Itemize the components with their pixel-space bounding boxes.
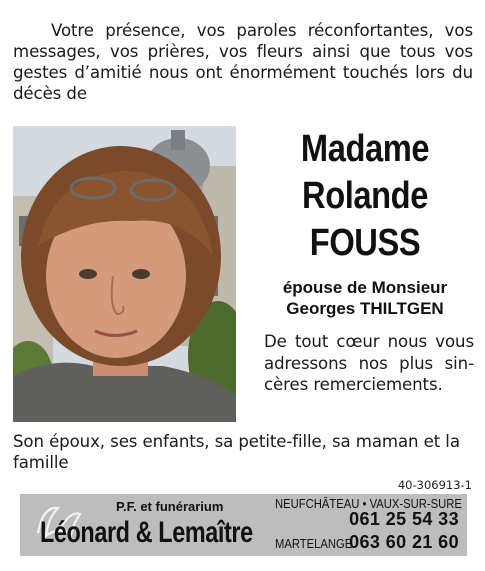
funeral-home-banner xyxy=(20,494,467,556)
phone-2: 063 60 21 60 xyxy=(349,532,459,552)
family-signature: Son époux, ses enfants, sa petite-fille, sa maman et la famille xyxy=(13,432,460,472)
deceased-name-block xyxy=(250,126,480,319)
phone-1: 061 25 54 33 xyxy=(349,509,459,529)
deceased-title: Madame xyxy=(300,128,430,170)
spouse-line-1: épouse de Monsieur xyxy=(282,278,448,297)
funeral-home-brand: Léonard & Lemaître xyxy=(40,516,253,549)
spouse-line-2: Georges THILTGEN xyxy=(286,299,444,318)
service-label: P.F. et funérarium xyxy=(116,499,224,514)
deceased-first-name: Rolande xyxy=(302,175,428,217)
portrait-photo xyxy=(13,126,236,422)
intro-paragraph: Votre présence, vos paroles réconfortantes, vos messages, vos prières, vos fleurs ainsi que tous vos gestes d’amitié nous ont énormément touchés lors du décès de xyxy=(13,21,473,103)
location-1: NEUFCHÂTEAU • VAUX-SUR-SURE xyxy=(275,497,462,511)
reference-number: 40-306913-1 xyxy=(397,478,472,492)
deceased-last-name: FOUSS xyxy=(309,222,421,264)
location-2: MARTELANGE xyxy=(275,537,353,551)
thanks-paragraph: De tout cœur nous vous adressons nos plus sin-cères remerciements. xyxy=(264,332,474,394)
